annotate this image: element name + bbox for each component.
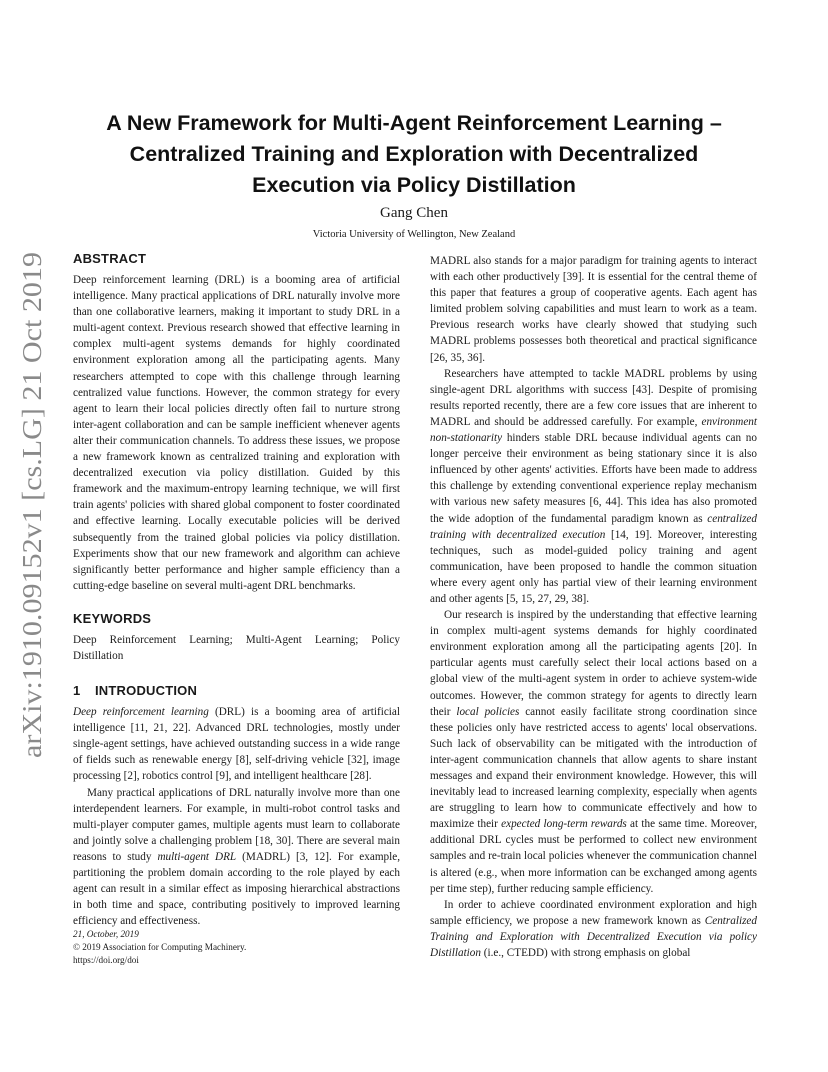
paper-title [60,108,768,201]
title-block [60,108,768,201]
arxiv-sidebar-stamp [10,250,52,760]
title-line: Execution via Policy Distillation [252,173,576,197]
emphasis-term: centralized training with decentralized execution [430,512,757,541]
title-line: A New Framework for Multi-Agent Reinforcement Learning – [106,111,722,135]
section-title: INTRODUCTION [95,683,198,699]
right-paragraph-3: Our research is inspired by the understanding that effective learning in complex multi-agent systems demands for highly coordinated environment exploration among all the participating agents [20]. In particular agents must carefully select their local actions based on a global view of the multi-agent system in order to achieve system-wide outcomes. However, the common strategy for agents to directly learn their local policies cannot easily facilitate strong coordination since these policies only have restricted access to agents' local observations. Such lack of observability can be mitigated with the introduction of inter-agent communication channels that allow agents to share instant messages and expand their environment knowledge. However, this will inevitably lead to increased learning complexity, especially when agents are struggling to learn how to communicate effectively and how to maximize their expected long-term rewards at the same time. Moreover, additional DRL cycles must be performed to collect new environment samples and re-train local policies whenever the communication channel is altered (e.g., when more information can be exchanged among agents per time step), further reducing sample efficiency. [430,609,757,895]
emphasis-term: Deep reinforcement learning [73,706,209,719]
abstract-text: Deep reinforcement learning (DRL) is a booming area of artificial intelligence. Many practical applications of DRL naturally involve more than one collaborative learners, making it important to study DRL in a multi-agent context. Previous research showed that effective learning in complex multi-agent systems demands for highly coordinated environment exploration among all the participating agents. Many researchers attempted to cope with this challenge through learning centralized value functions. However, the common strategy for every agent to learn their local policies directly often fail to nurture strong inter-agent collaboration and can be sample inefficient whenever agents alter their communication channels. To address these issues, we propose a new framework known as centralized training and exploration with decentralized execution via policy distillation. Guided by this framework and the maximum-entropy learning technique, we will first train agents' policies with shared global component to foster coordinated and effective learning. Locally executable policies will be derived subsequently from the trained global policies via policy distillation. Experiments show that our new framework and algorithm can achieve significantly better performance and higher sample efficiency than a cutting-edge baseline on several multi-agent DRL benchmarks. [73,274,400,592]
section-number: 1 [73,683,81,699]
intro-paragraph-1: Deep reinforcement learning (DRL) is a booming area of artificial intelligence [11, 21, 22]. Advanced DRL technologies, mostly under single-agent settings, have achieved outstanding success in a wide range of fields such as renewable energy [8], self-driving vehicle [32], image processing [2], robotics control [9], and intelligent healthcare [28]. [73,706,400,783]
emphasis-term: expected long-term rewards [501,818,627,831]
footer-date: 21, October, 2019 [73,929,139,939]
introduction-heading [73,682,400,700]
author-name: Gang Chen [380,205,448,221]
title-line: Centralized Training and Exploration with Decentralized [129,142,699,166]
emphasis-term: multi-agent DRL [157,850,237,863]
right-column [430,253,757,961]
emphasis-term: Centralized Training and Exploration with Decentralized Execution via policy Distillation [430,914,757,960]
right-paragraph-2: Researchers have attempted to tackle MADRL problems by using single-agent DRL algorithms with success [43]. Despite of promising results reported recently, there are a few core issues that are inherent to MADRL and should be addressed carefully. For example, environment non-stationarity hinders stable DRL because individual agents can no longer perceive their environment as being stationary since it is also influenced by other agents' activities. Efforts have been made to address this challenge by extending conventional experience replay mechanism with various new safety measures [6, 44]. This idea has also promoted the wide adoption of the fundamental paradigm known as centralized training with decentralized execution [14, 19]. Moreover, interesting techniques, such as model-guided policy training and agent communication, have been proposed to handle the common situation where every agent only has partial view of their learning environment and other agents [5, 15, 27, 29, 38]. [430,367,757,605]
footer-copyright: © 2019 Association for Computing Machinery. [73,942,247,952]
right-paragraph-1: MADRL also stands for a major paradigm for training agents to interact with each other productively [39]. It is essential for the central theme of this paper that features a group of cooperative agents. Each agent has limited problem solving capabilities and must learn to work as a team. Previous research works have clearly showed that studying such MADRL problems possesses both theoretical and practical significance [26, 35, 36]. [430,255,757,364]
left-column [73,250,400,929]
arxiv-identifier: arXiv:1910.09152v1 [cs.LG] 21 Oct 2019 [17,303,47,758]
emphasis-term: environment non-stationarity [430,415,757,445]
intro-paragraph-2: Many practical applications of DRL naturally involve more than one interdependent learners. For example, in multi-robot control tasks and multi-player computer games, multiple agents must learn to collaborate and jointly solve a challenging problem [18, 30]. There are several main reasons to study multi-agent DRL (MADRL) [3, 12]. For example, partitioning the problem domain according to the role played by each agent can result in a similar effect as imposing hierarchical abstractions in both time and space, contributing positively to improved learning efficiency and effectiveness. [73,786,400,928]
footer-notes [73,928,400,967]
keywords-heading: KEYWORDS [73,610,152,626]
abstract-heading: ABSTRACT [73,251,147,266]
footer-doi-link[interactable]: https://doi.org/doi [73,955,139,965]
keywords-text: Deep Reinforcement Learning; Multi-Agent Learning; Policy Distillation [73,633,400,662]
right-paragraph-4: In order to achieve coordinated environment exploration and high sample efficiency, we propose a new framework known as Centralized Training and Exploration with Decentralized Execution via policy Distillation (i.e., CTEDD) with strong emphasis on global [430,898,757,960]
author-affiliation: Victoria University of Wellington, New Zealand [312,229,516,240]
emphasis-term: local policies [456,705,520,718]
